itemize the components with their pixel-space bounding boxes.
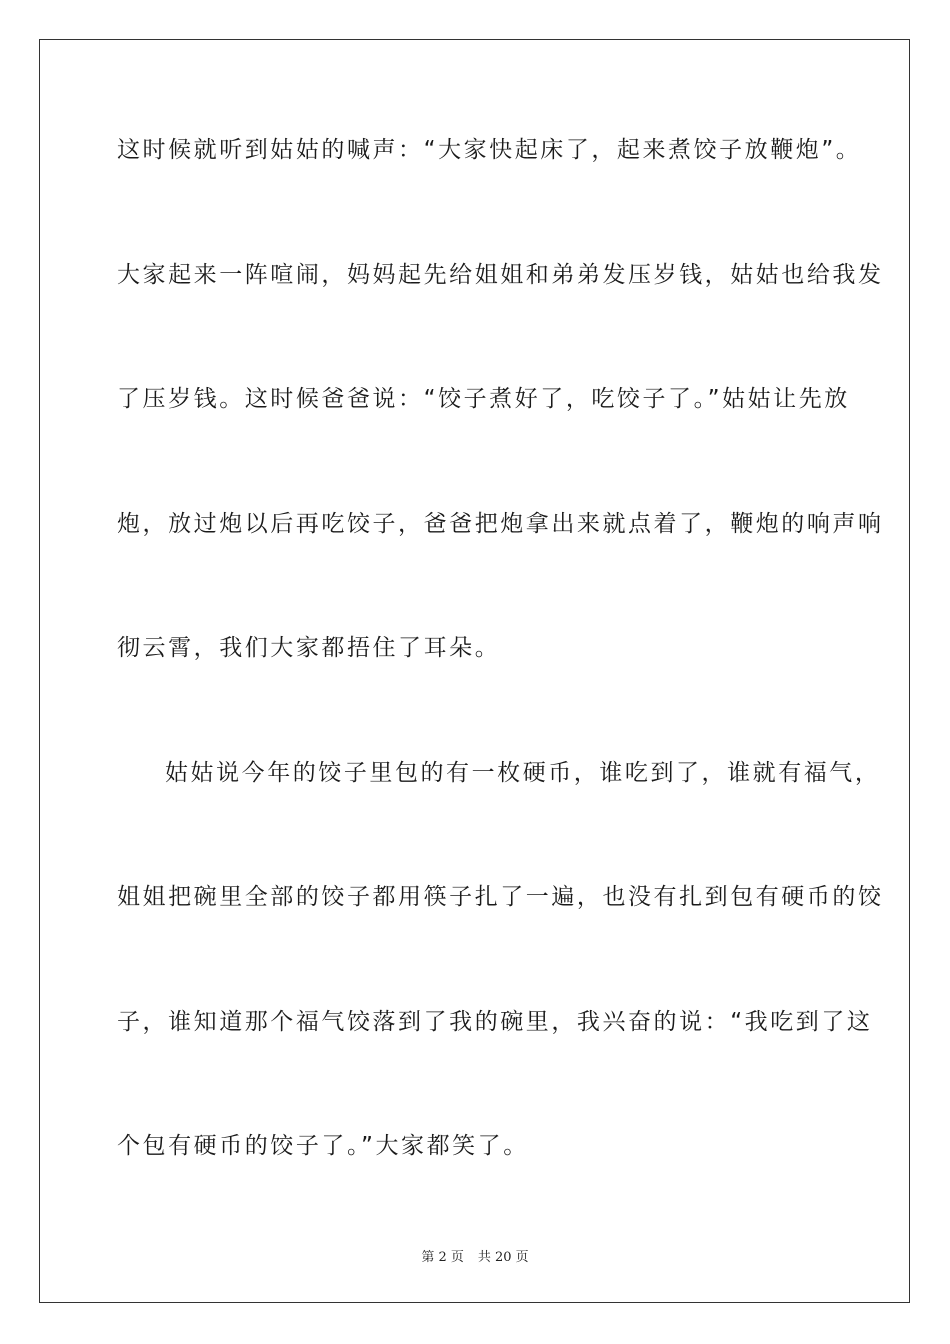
text-line: 了压岁钱。这时候爸爸说：“饺子煮好了，吃饺子了。”姑姑让先放: [117, 386, 850, 412]
page-footer: [0, 1246, 950, 1265]
paragraph-start-line: 姑姑说今年的饺子里包的有一枚硬币，谁吃到了，谁就有福气，: [165, 759, 881, 786]
text-line: 子，谁知道那个福气饺落到了我的碗里，我兴奋的说：“我吃到了这: [117, 1008, 873, 1035]
text-line: 炮，放过炮以后再吃饺子，爸爸把炮拿出来就点着了，鞭炮的响声响: [117, 510, 884, 537]
text-line: 姐姐把碗里全部的饺子都用筷子扎了一遍，也没有扎到包有硬币的饺: [117, 884, 884, 910]
text-line: 彻云霄，我们大家都捂住了耳朵。: [117, 635, 501, 661]
document-body: [117, 118, 884, 1239]
text-line: 大家起来一阵喧闹，妈妈起先给姐姐和弟弟发压岁钱，姑姑也给我发: [117, 261, 884, 288]
page-total: 共 20 页: [477, 1250, 529, 1265]
text-line: 个包有硬币的饺子了。”大家都笑了。: [117, 1133, 529, 1159]
text-line: 这时候就听到姑姑的喊声：“大家快起床了，起来煮饺子放鞭炮”。: [117, 137, 862, 163]
page-number: 第 2 页: [421, 1250, 464, 1265]
